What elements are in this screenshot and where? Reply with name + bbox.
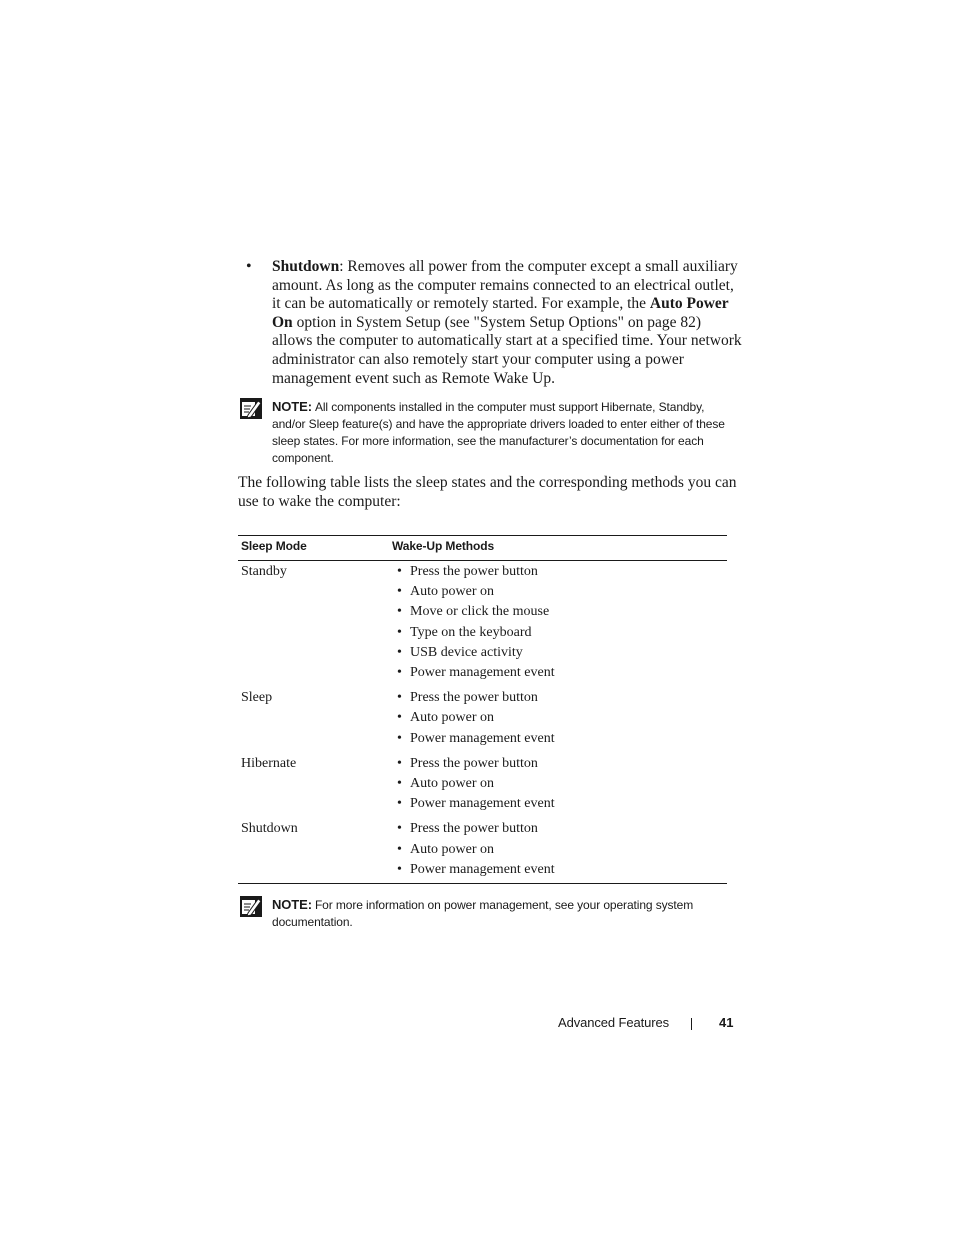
sleep-mode-cell: Standby — [241, 564, 287, 579]
note-text: All components installed in the computer must support Hibernate, Standby, and/or Sleep feature(s) and have the appropriate drivers loaded to enter either of these sleep states. For more information, see the manufacturer’s documentation for each component. — [272, 400, 725, 465]
wake-methods-list — [238, 688, 727, 749]
shutdown-term: Shutdown — [272, 258, 340, 275]
wake-method-item: • Type on the keyboard — [397, 623, 727, 643]
shutdown-text-part-2: option in System Setup (see "System Setup Options" on page 82) allows the computer to automatically start at a specified time. Your network administrator can also remotely start your computer using a power management event such as Remote Wake Up. — [272, 313, 742, 387]
wake-methods-list — [238, 819, 727, 880]
shutdown-bullet — [246, 258, 746, 388]
footer-separator — [691, 1018, 692, 1030]
auto-power-on-option: Auto Power On — [272, 295, 729, 331]
note-text: For more information on power management, see your operating system documentation. — [272, 898, 694, 929]
wake-methods-list — [238, 562, 727, 683]
wake-method-item: • Power management event — [397, 794, 727, 814]
wake-method-item: • Power management event — [397, 729, 727, 749]
table-row-shutdown — [238, 819, 727, 880]
note-components — [240, 398, 740, 467]
page-number: 41 — [719, 1015, 734, 1030]
table-row-sleep — [238, 688, 727, 749]
note-body — [272, 896, 738, 931]
wake-methods-list — [238, 754, 727, 815]
wake-method-item: • Auto power on — [397, 840, 727, 860]
shutdown-description — [272, 258, 742, 388]
table-row-standby — [238, 562, 727, 683]
footer-section-title: Advanced Features — [558, 1015, 670, 1030]
sleep-mode-cell: Sleep — [241, 690, 273, 706]
wake-method-item: • Press the power button — [397, 688, 727, 708]
shutdown-text-part-1: : Removes all power from the computer except a small auxiliary amount. As long as the computer remains connected to an electrical outlet, it can be automatically or remotely started. For example, the — [272, 258, 738, 313]
wake-method-item: • Move or click the mouse — [397, 602, 727, 622]
table-intro: The following table lists the sleep states and the corresponding methods you can use to wake the computer: — [238, 474, 737, 510]
wake-method-item: • Auto power on — [397, 582, 727, 602]
note-body — [272, 398, 738, 467]
table-header-rule — [238, 560, 727, 561]
sleep-states-table — [238, 535, 727, 884]
pencil-note-icon — [240, 398, 262, 419]
wake-method-item: • Press the power button — [397, 562, 727, 582]
wake-method-item: • Auto power on — [397, 774, 727, 794]
sleep-mode-cell: Shutdown — [241, 821, 298, 837]
wake-method-item: • Power management event — [397, 860, 727, 880]
table-bottom-rule — [238, 883, 727, 884]
note-label: NOTE: — [272, 897, 312, 912]
wake-method-item: • Press the power button — [397, 819, 727, 839]
wake-method-item: • Auto power on — [397, 708, 727, 728]
table-header — [238, 536, 727, 560]
bullet-marker: • — [246, 258, 252, 275]
note-power-management — [240, 896, 740, 931]
wake-method-item: • USB device activity — [397, 643, 727, 663]
wake-method-item: • Press the power button — [397, 754, 727, 774]
pencil-note-icon — [240, 896, 262, 917]
table-row-hibernate — [238, 754, 727, 815]
wake-method-item: • Power management event — [397, 663, 727, 683]
note-label: NOTE: — [272, 399, 312, 414]
header-wake-up-methods: Wake-Up Methods — [392, 539, 495, 553]
sleep-mode-cell: Hibernate — [241, 755, 297, 771]
header-sleep-mode: Sleep Mode — [241, 539, 307, 553]
